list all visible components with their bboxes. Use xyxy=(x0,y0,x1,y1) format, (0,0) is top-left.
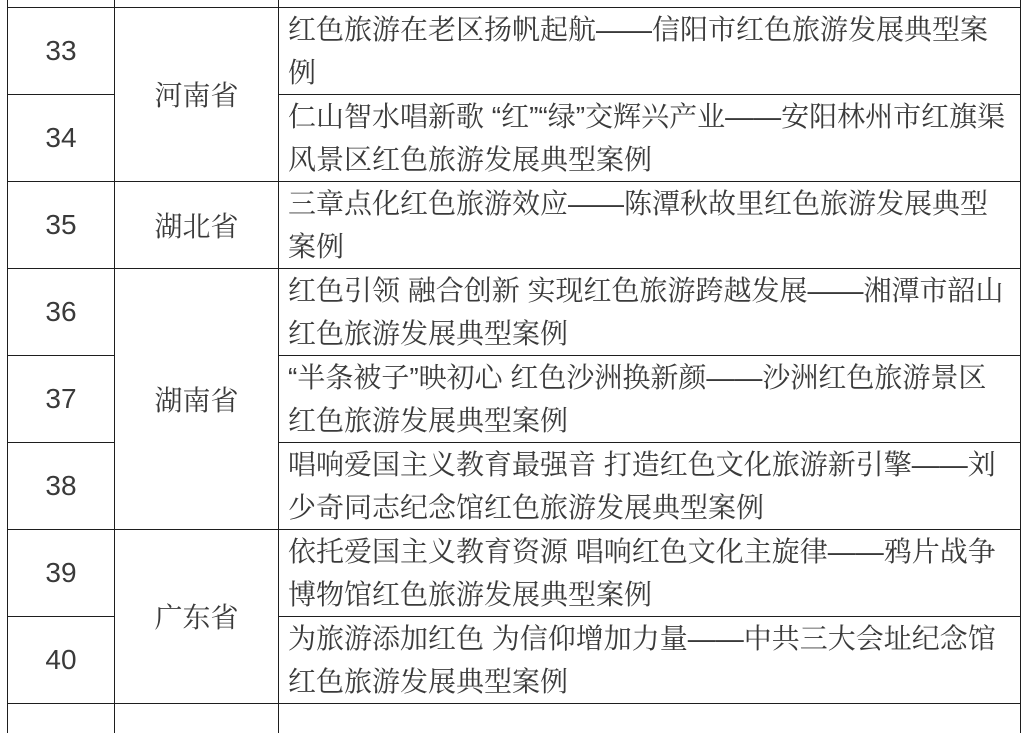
row-number-cell: 36 xyxy=(8,268,115,355)
table-row xyxy=(8,529,1021,616)
partial-row-bottom xyxy=(8,703,1021,733)
row-number-cell: 38 xyxy=(8,442,115,529)
province-cell: 湖南省 xyxy=(115,268,279,529)
case-table xyxy=(7,0,1021,733)
case-title-cell: 红色引领 融合创新 实现红色旅游跨越发展——湘潭市韶山红色旅游发展典型案例 xyxy=(279,268,1021,355)
table-row xyxy=(8,7,1021,94)
row-number-cell: 37 xyxy=(8,355,115,442)
province-cell: 广东省 xyxy=(115,529,279,703)
row-number-cell-partial xyxy=(8,0,115,7)
case-title-cell: 为旅游添加红色 为信仰增加力量——中共三大会址纪念馆红色旅游发展典型案例 xyxy=(279,616,1021,703)
case-title-cell: “半条被子”映初心 红色沙洲换新颜——沙洲红色旅游景区红色旅游发展典型案例 xyxy=(279,355,1021,442)
row-number-cell: 35 xyxy=(8,181,115,268)
row-number-cell: 33 xyxy=(8,7,115,94)
province-cell-partial xyxy=(115,0,279,7)
row-number-cell-partial xyxy=(8,703,115,733)
case-title-cell: 唱响爱国主义教育最强音 打造红色文化旅游新引擎——刘少奇同志纪念馆红色旅游发展典型案例 xyxy=(279,442,1021,529)
province-cell-partial xyxy=(115,703,279,733)
province-cell: 河南省 xyxy=(115,7,279,181)
partial-row-top xyxy=(8,0,1021,7)
row-number-cell: 40 xyxy=(8,616,115,703)
table-row xyxy=(8,268,1021,355)
case-title-cell-partial xyxy=(279,703,1021,733)
case-title-cell: 仁山智水唱新歌 “红”“绿”交辉兴产业——安阳林州市红旗渠风景区红色旅游发展典型案例 xyxy=(279,94,1021,181)
case-title-cell: 三章点化红色旅游效应——陈潭秋故里红色旅游发展典型案例 xyxy=(279,181,1021,268)
province-cell: 湖北省 xyxy=(115,181,279,268)
case-title-cell-partial xyxy=(279,0,1021,7)
row-number-cell: 34 xyxy=(8,94,115,181)
table-row xyxy=(8,181,1021,268)
case-title-cell: 依托爱国主义教育资源 唱响红色文化主旋律——鸦片战争博物馆红色旅游发展典型案例 xyxy=(279,529,1021,616)
case-title-cell: 红色旅游在老区扬帆起航——信阳市红色旅游发展典型案例 xyxy=(279,7,1021,94)
row-number-cell: 39 xyxy=(8,529,115,616)
